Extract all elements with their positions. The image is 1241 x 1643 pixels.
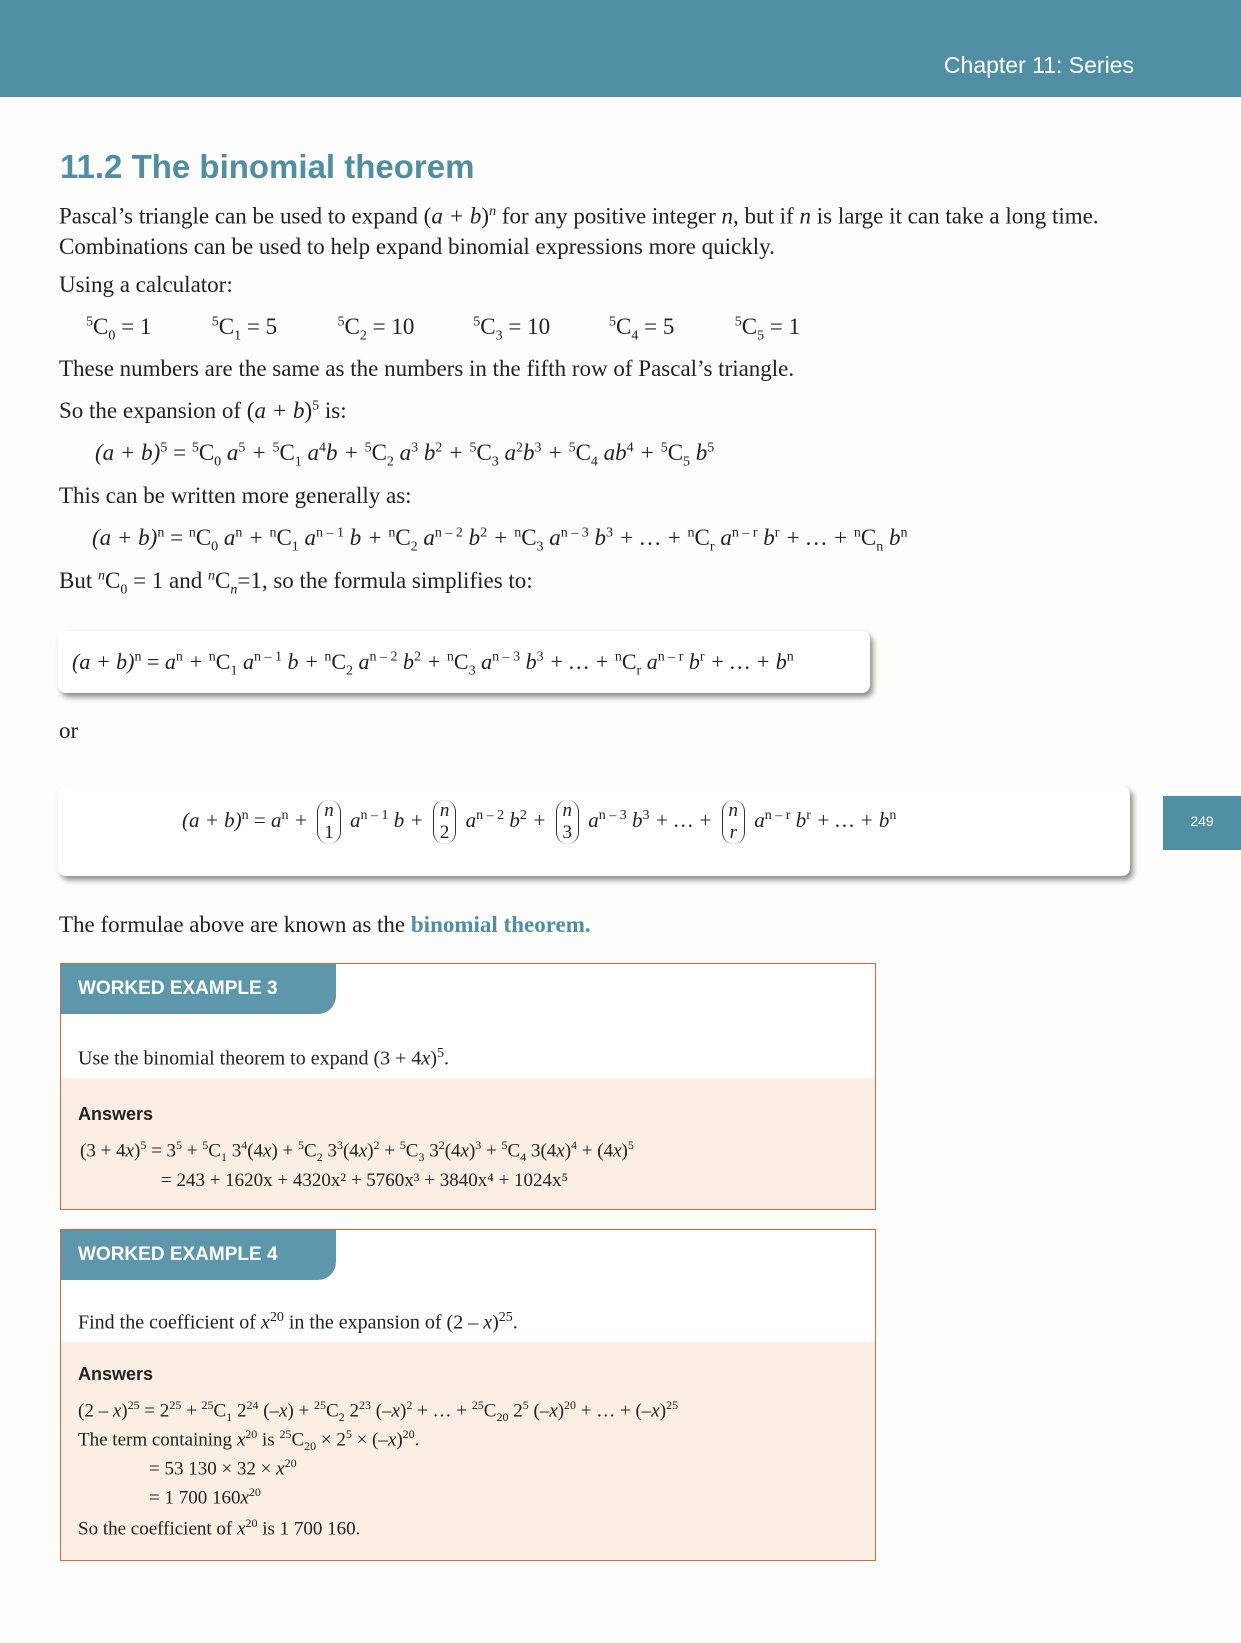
expansion-line: $(2 - x)^{25} = 2^{25} + ^{25}C_1$ $2^{24}$ $(-x) + ^{25}C_2$ $2^{23}$ $(-x)^2$ + … + $^{25}C_{20}$ $2^5$ $(-x)^{20}$ + … + $(-x)^{25}$ [78,1398,679,1425]
answers-heading: Answers [78,1104,154,1124]
worked-example-question: Use the binomial theorem to expand $(3 + 4x)^5$. [78,1046,449,1070]
binomial-theorem-binomial-form: $(a + b)^n = a^n$ + n 1 $a^{n - 1}$ b + n 2 $a^{n - 2}$ $b^2$ + n 3 $a^{n - 3}$ $b^3$ + … + n r $a^{n - r}$ $b^r$ + … + $b^n$ [182,800,897,843]
step-2-line: = 1 700 $160x^{20}$ [149,1485,261,1509]
intro-paragraph: Pascal’s triangle can be used to expand $(a + b)^n$ for any positive integer n, but if n is large it can take a long time. Combinations can be used to help expand binomial expressions more quickly. [59,203,1099,259]
answers-heading: Answers [78,1364,154,1384]
worked-example-label: WORKED EXAMPLE 3 [61,964,336,1014]
or-text: or [59,718,79,743]
binomial-coefficient: n 2 [433,800,457,844]
answers-panel [61,1342,875,1560]
step-1-line: = 53 $130 \times 32 \times x^{20}$ [149,1456,297,1480]
worked-example-label: WORKED EXAMPLE 4 [61,1230,336,1280]
general-expansion-equation: $(a + b)^n = ^nC_0$ $a^n + ^nC_1$ $a^{n - 1}$ $b + ^nC_2$ $a^{n - 2}$ $b^2 + ^nC_3$ $a^{n - 3}$ $b^3$ + … + $^nC_r$ $a^{n - r}$ $b^r$ + … + $^nC_n$ $b^n$ [92,525,908,555]
binomial-coefficient: n 1 [317,800,341,844]
worked-example-question: Find the coefficient of $x^{20}$ in the expansion of (2 – x)$^{25}$. [78,1310,518,1334]
binomial-theorem-combination-form: $(a + b)^n = a^n + ^nC_1$ $a^{n - 1}$ $b + ^nC_2$ $a^{n - 2}$ $b^2 + ^nC_3$ $a^{n - 3}$ $b^3$ + … + $^nC_r$ $a^{n - r}$ $b^r$ + … + $b^n$ [72,649,794,679]
conclusion-line: So the coefficient of $x^{20}$ is 1 700 160. [78,1516,361,1540]
term-line: The term containing $x^{20}$ is $^{25}C_{20} \times 2^5 \times (-x)^{20}$. [78,1427,420,1454]
worked-example-4 [60,1229,876,1561]
worked-example-3 [60,963,876,1210]
result-line: = 243 + 1620x + 4320x² + 5760x³ + 3840x⁴ + 1024x⁵ [161,1170,569,1191]
binomial-theorem-box-2 [58,786,1130,876]
expansion-intro: So the expansion of $(a + b)^5$ is: [59,398,347,423]
chapter-title: Chapter 11: Series [943,52,1134,78]
chapter-header-bar [0,0,1241,97]
simplify-note: But $^nC_0 = 1$ and $^nC_n=1$, so the formula simplifies to: [59,568,533,598]
answers-panel [61,1078,875,1209]
section-title: 11.2 The binomial theorem [60,148,475,185]
binomial-theorem-box-1 [58,631,870,693]
binomial-coefficient: n r [722,800,746,844]
binomial-coefficient: n 3 [556,800,580,844]
theorem-name-sentence: The formulae above are known as the binomial theorem. [59,912,591,937]
combination-values: $^5C_0 = 1$ $^5C_1 = 5$ $^5C_2 = 10$ $^5C_3 = 10$ $^5C_4 = 5$ $^5C_5 = 1$ [86,314,801,344]
expansion-line: $(3 + 4x)^5 = 3^5 + ^5C_1$ $3^4(4x) + ^5C_2$ $3^3(4x)^2 + ^5C_3$ $3^2(4x)^3 + ^5C_4$ $3(4x)^4 + (4x)^5$ [80,1138,634,1165]
page-number: 249 [1163,796,1241,850]
general-intro: This can be written more generally as: [59,483,412,508]
pascal-note: These numbers are the same as the numbers in the fifth row of Pascal’s triangle. [59,356,795,381]
calculator-text: Using a calculator: [59,272,233,297]
expansion-n5-equation: $(a + b)^5 = ^5C_0$ $a^5 + ^5C_1$ $a^4b + ^5C_2$ $a^3$ $b^2 + ^5C_3$ $a^2b^3 + ^5C_4$ $ab^4 + ^5C_5$ $b^5$ [95,440,715,470]
